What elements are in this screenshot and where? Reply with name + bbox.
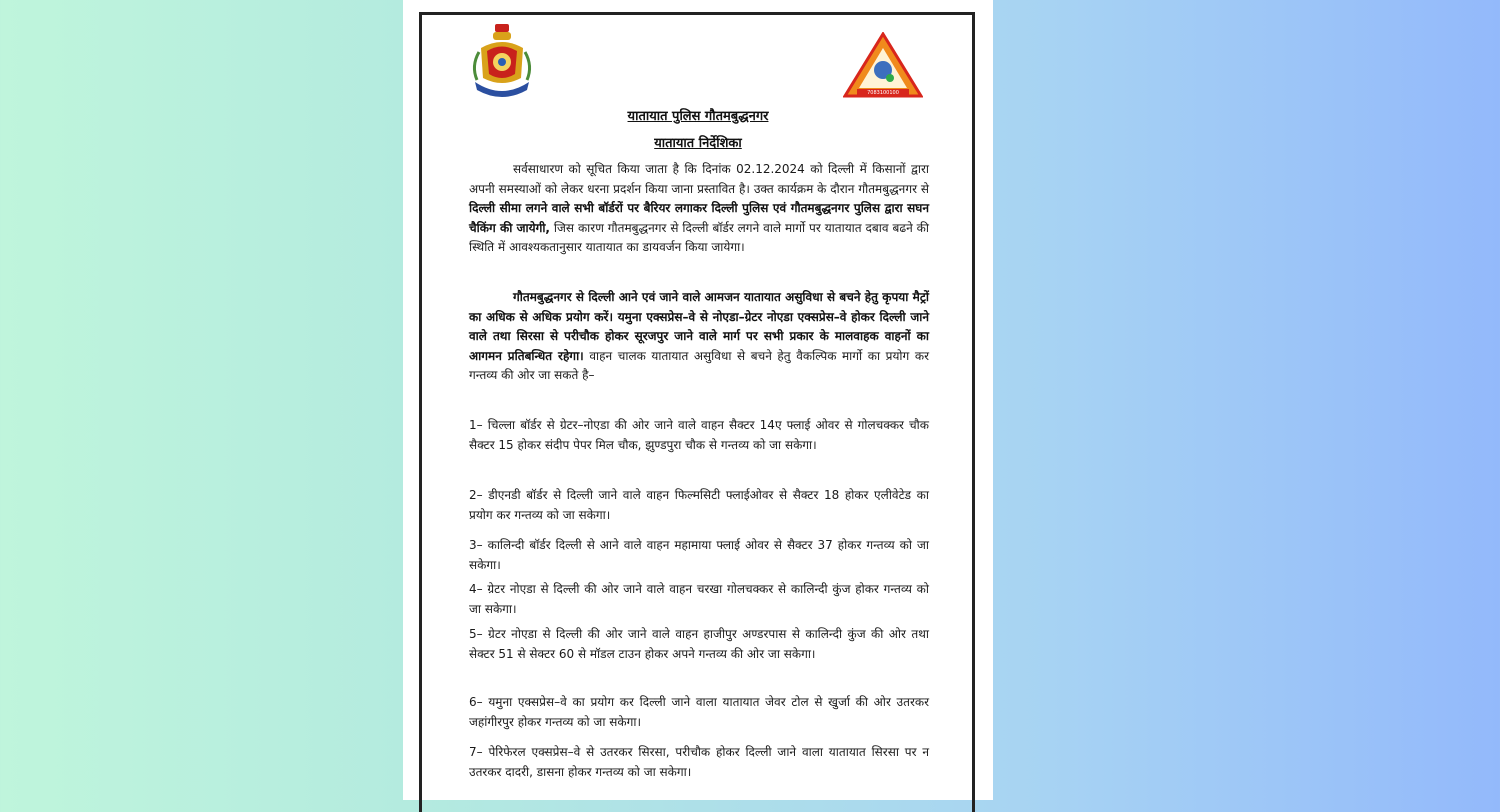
page-title: यातायात पुलिस गौतमबुद्धनगर (627, 109, 769, 124)
advisory-paragraph (469, 288, 929, 386)
route-item-2: 2– डीएनडी बॉर्डर से दिल्ली जाने वाले वाहन फिल्मसिटी फ्लाईओवर से सैक्टर 18 होकर एलीवेटेड का प्रयोग कर गन्तव्य को जा सकेगा। (469, 488, 929, 522)
route-item-5: 5– ग्रेटर नोएडा से दिल्ली की ओर जाने वाले वाहन हाजीपुर अण्डरपास से कालिन्दी कुंज की ओर तथा सेक्टर 51 से सेक्टर 60 से मॉडल टाउन होकर अपने गन्तव्य की ओर जा सकेगा। (469, 627, 929, 661)
route-item-4: 4– ग्रेटर नोएडा से दिल्ली की ओर जाने वाले वाहन चरखा गोलचक्कर से कालिन्दी कुंज होकर गन्तव्य को जा सकेगा। (469, 582, 929, 616)
advisory-text-normal: वाहन चालक यातायात असुविधा से बचने हेतु वैकल्पिक मार्गो का प्रयोग कर गन्तव्य की ओर जा सकते है– (469, 348, 929, 382)
intro-text-bold: दिल्ली सीमा लगने वाले सभी बॉर्डरों पर बैरियर लगाकर दिल्ली पुलिस एवं गौतमबुद्धनगर पुलिस द्वारा सघन चैकिंग की जायेगी, (469, 201, 929, 235)
advisory-text-bold: गौतमबुद्धनगर से दिल्ली आने एवं जाने वाले आमजन यातायात असुविधा से बचने हेतु कृपया मैट्रों का अधिक से अधिक प्रयोग करें। यमुना एक्सप्रेस–वे से नोएडा–ग्रेटर नोएडा एक्सप्रेस–वे होकर दिल्ली जाने वाले तथा सिरसा से परीचौक होकर सूरजपुर जाने वाले मार्ग पर सभी प्रकार के मालवाहक वाहनों का आगमन प्रतिबन्धित रहेगा। (469, 290, 929, 363)
route-item-3: 3– कालिन्दी बॉर्डर दिल्ली से आने वाले वाहन महामाया फ्लाई ओवर से सैक्टर 37 होकर गन्तव्य को जा सकेगा। (469, 538, 929, 572)
route-item-7: 7– पेरिफेरल एक्सप्रेस–वे से उतरकर सिरसा, परीचौक होकर दिल्ली जाने वाला यातायात सिरसा पर न उतरकर दादरी, डासना होकर गन्तव्य को जा सकेगा। (469, 745, 929, 779)
notice-paper (403, 0, 993, 800)
page-subtitle: यातायात निर्देशिका (654, 136, 742, 151)
intro-text-part1: सर्वसाधारण को सूचित किया जाता है कि दिनांक 02.12.2024 को दिल्ली में किसानों द्वारा अपनी समस्याओं को लेकर धरना प्रदर्शन किया जाना प्रस्तावित है। उक्त कार्यक्रम के दौरान गौतमबुद्धनगर से (469, 162, 929, 196)
route-item-1: 1– चिल्ला बॉर्डर से ग्रेटर–नोएडा की ओर जाने वाले वाहन सैक्टर 14ए फ्लाई ओवर से गोलचक्कर चौक सैक्टर 15 होकर संदीप पेपर मिल चौक, झुण्डपुरा चौक से गन्तव्य को जा सकेगा। (469, 418, 929, 452)
page-border (419, 12, 975, 812)
traffic-logo-phone: 7083100100 (867, 90, 899, 96)
intro-paragraph (469, 160, 929, 258)
route-item-6: 6– यमुना एक्सप्रेस–वे का प्रयोग कर दिल्ली जाने वाला यातायात जेवर टोल से खुर्जा की ओर उतरकर जहांगीरपुर होकर गन्तव्य को जा सकेगा। (469, 695, 929, 729)
intro-text-part2: जिस कारण गौतमबुद्धनगर से दिल्ली बॉर्डर लगने वाले मार्गो पर यातायात दबाव बढने की स्थिति में आवश्यकतानुसार यातायात का डायवर्जन किया जायेगा। (469, 220, 929, 254)
traffic-police-triangle-icon (843, 32, 923, 100)
up-police-emblem-icon (469, 22, 535, 98)
